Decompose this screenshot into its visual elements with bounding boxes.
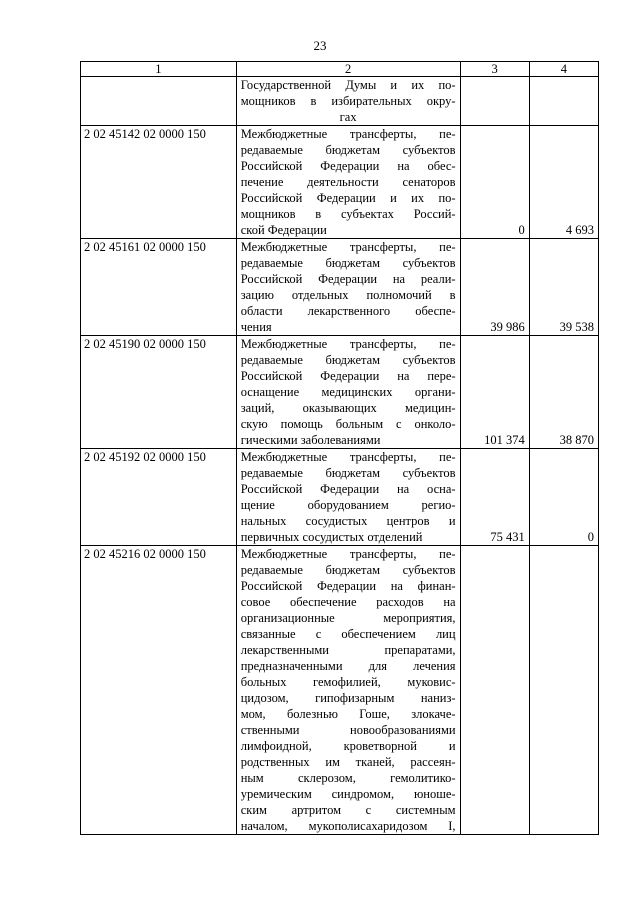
value-col-4-cell: 0: [529, 449, 598, 546]
description-cell: [236, 77, 460, 126]
value-col-4-cell: [529, 77, 598, 126]
table-row: [81, 449, 599, 546]
description-line: редаваемые бюджетам субъектов: [240, 353, 456, 367]
description-cell: [236, 449, 460, 546]
description-line: ным склерозом, гемолитико-: [240, 771, 456, 785]
table-row: [81, 239, 599, 336]
description-line: Российской Федерации и их по-: [240, 191, 456, 205]
description-line: лекарственными препаратами,: [240, 643, 456, 657]
value-col-4-cell: 38 870: [529, 336, 598, 449]
value-col-3-cell: 101 374: [460, 336, 529, 449]
table-row: [81, 336, 599, 449]
description-line: уремическим синдромом, юноше-: [240, 787, 456, 801]
description-line: Государственной Думы и их по-: [240, 78, 456, 92]
description-line: мом, болезнью Гоше, злокаче-: [240, 707, 456, 721]
description-line: оснащение медицинских органи-: [240, 385, 456, 399]
description-line: Российской Федерации на пере-: [240, 369, 456, 383]
budget-code-cell: 2 02 45192 02 0000 150: [81, 449, 237, 546]
value-col-3-cell: 0: [460, 126, 529, 239]
description-line: щение оборудованием регио-: [240, 498, 456, 512]
page-number: 23: [313, 38, 327, 53]
description-line: совое обеспечение расходов на: [240, 595, 456, 609]
description-line: редаваемые бюджетам субъектов: [240, 256, 456, 270]
value-col-3-cell: [460, 546, 529, 835]
description-line: гах: [339, 110, 357, 124]
description-cell: [236, 126, 460, 239]
description-line: мощников в субъектах Россий-: [240, 207, 456, 221]
header-col-4: 4: [529, 62, 598, 77]
description-line: редаваемые бюджетам субъектов: [240, 143, 456, 157]
description-line: Межбюджетные трансферты, пе-: [240, 127, 456, 141]
description-line: редаваемые бюджетам субъектов: [240, 466, 456, 480]
table-body: [81, 62, 599, 835]
header-col-3: 3: [460, 62, 529, 77]
budget-code-cell: 2 02 45190 02 0000 150: [81, 336, 237, 449]
budget-code-cell: 2 02 45216 02 0000 150: [81, 546, 237, 835]
table-row: [81, 77, 599, 126]
description-line: связанные с обеспечением лиц: [240, 627, 456, 641]
value-col-3-cell: 39 986: [460, 239, 529, 336]
description-cell: [236, 336, 460, 449]
description-line: Межбюджетные трансферты, пе-: [240, 450, 456, 464]
budget-code-cell: [81, 77, 237, 126]
value-col-4-cell: [529, 546, 598, 835]
description-line: Межбюджетные трансферты, пе-: [240, 337, 456, 351]
description-line: организационные мероприятия,: [240, 611, 456, 625]
description-line: Российской Федерации на обес-: [240, 159, 456, 173]
table-row: [81, 126, 599, 239]
description-line: Межбюджетные трансферты, пе-: [240, 547, 456, 561]
description-line: редаваемые бюджетам субъектов: [240, 563, 456, 577]
description-line: ственными новообразованиями: [240, 723, 456, 737]
value-col-4-cell: 39 538: [529, 239, 598, 336]
header-col-2: 2: [236, 62, 460, 77]
budget-code-cell: 2 02 45142 02 0000 150: [81, 126, 237, 239]
description-cell: [236, 239, 460, 336]
description-line: ской Федерации: [240, 223, 327, 237]
table-row: [81, 546, 599, 835]
header-col-1: 1: [81, 62, 237, 77]
description-line: скую помощь больным с онколо-: [240, 417, 456, 431]
description-line: лимфоидной, кроветворной и: [240, 739, 456, 753]
description-line: родственных им тканей, рассеян-: [240, 755, 456, 769]
description-line: области лекарственного обеспе-: [240, 304, 456, 318]
description-line: Российской Федерации на осна-: [240, 482, 456, 496]
description-line: ским артритом с системным: [240, 803, 456, 817]
budget-code-cell: 2 02 45161 02 0000 150: [81, 239, 237, 336]
description-line: предназначенными для лечения: [240, 659, 456, 673]
description-line: первичных сосудистых отделений: [240, 530, 423, 544]
description-cell: [236, 546, 460, 835]
description-line: чения: [240, 320, 272, 334]
description-line: мощников в избирательных окру-: [240, 94, 456, 108]
description-line: Межбюджетные трансферты, пе-: [240, 240, 456, 254]
description-line: нальных сосудистых центров и: [240, 514, 456, 528]
description-line: заций, оказывающих медицин-: [240, 401, 456, 415]
description-line: Российской Федерации на реали-: [240, 272, 456, 286]
description-line: Российской Федерации на финан-: [240, 579, 456, 593]
description-line: началом, мукополисахаридозом I,: [240, 819, 456, 833]
description-line: цидозом, гипофизарным нaниз-: [240, 691, 456, 705]
description-line: гическими заболеваниями: [240, 433, 381, 447]
budget-table: [80, 61, 599, 835]
value-col-3-cell: 75 431: [460, 449, 529, 546]
description-line: печение деятельности сенаторов: [240, 175, 456, 189]
value-col-3-cell: [460, 77, 529, 126]
description-line: больных гемофилией, муковис-: [240, 675, 456, 689]
value-col-4-cell: 4 693: [529, 126, 598, 239]
description-line: зацию отдельных полномочий в: [240, 288, 456, 302]
table-header-row: [81, 62, 599, 77]
